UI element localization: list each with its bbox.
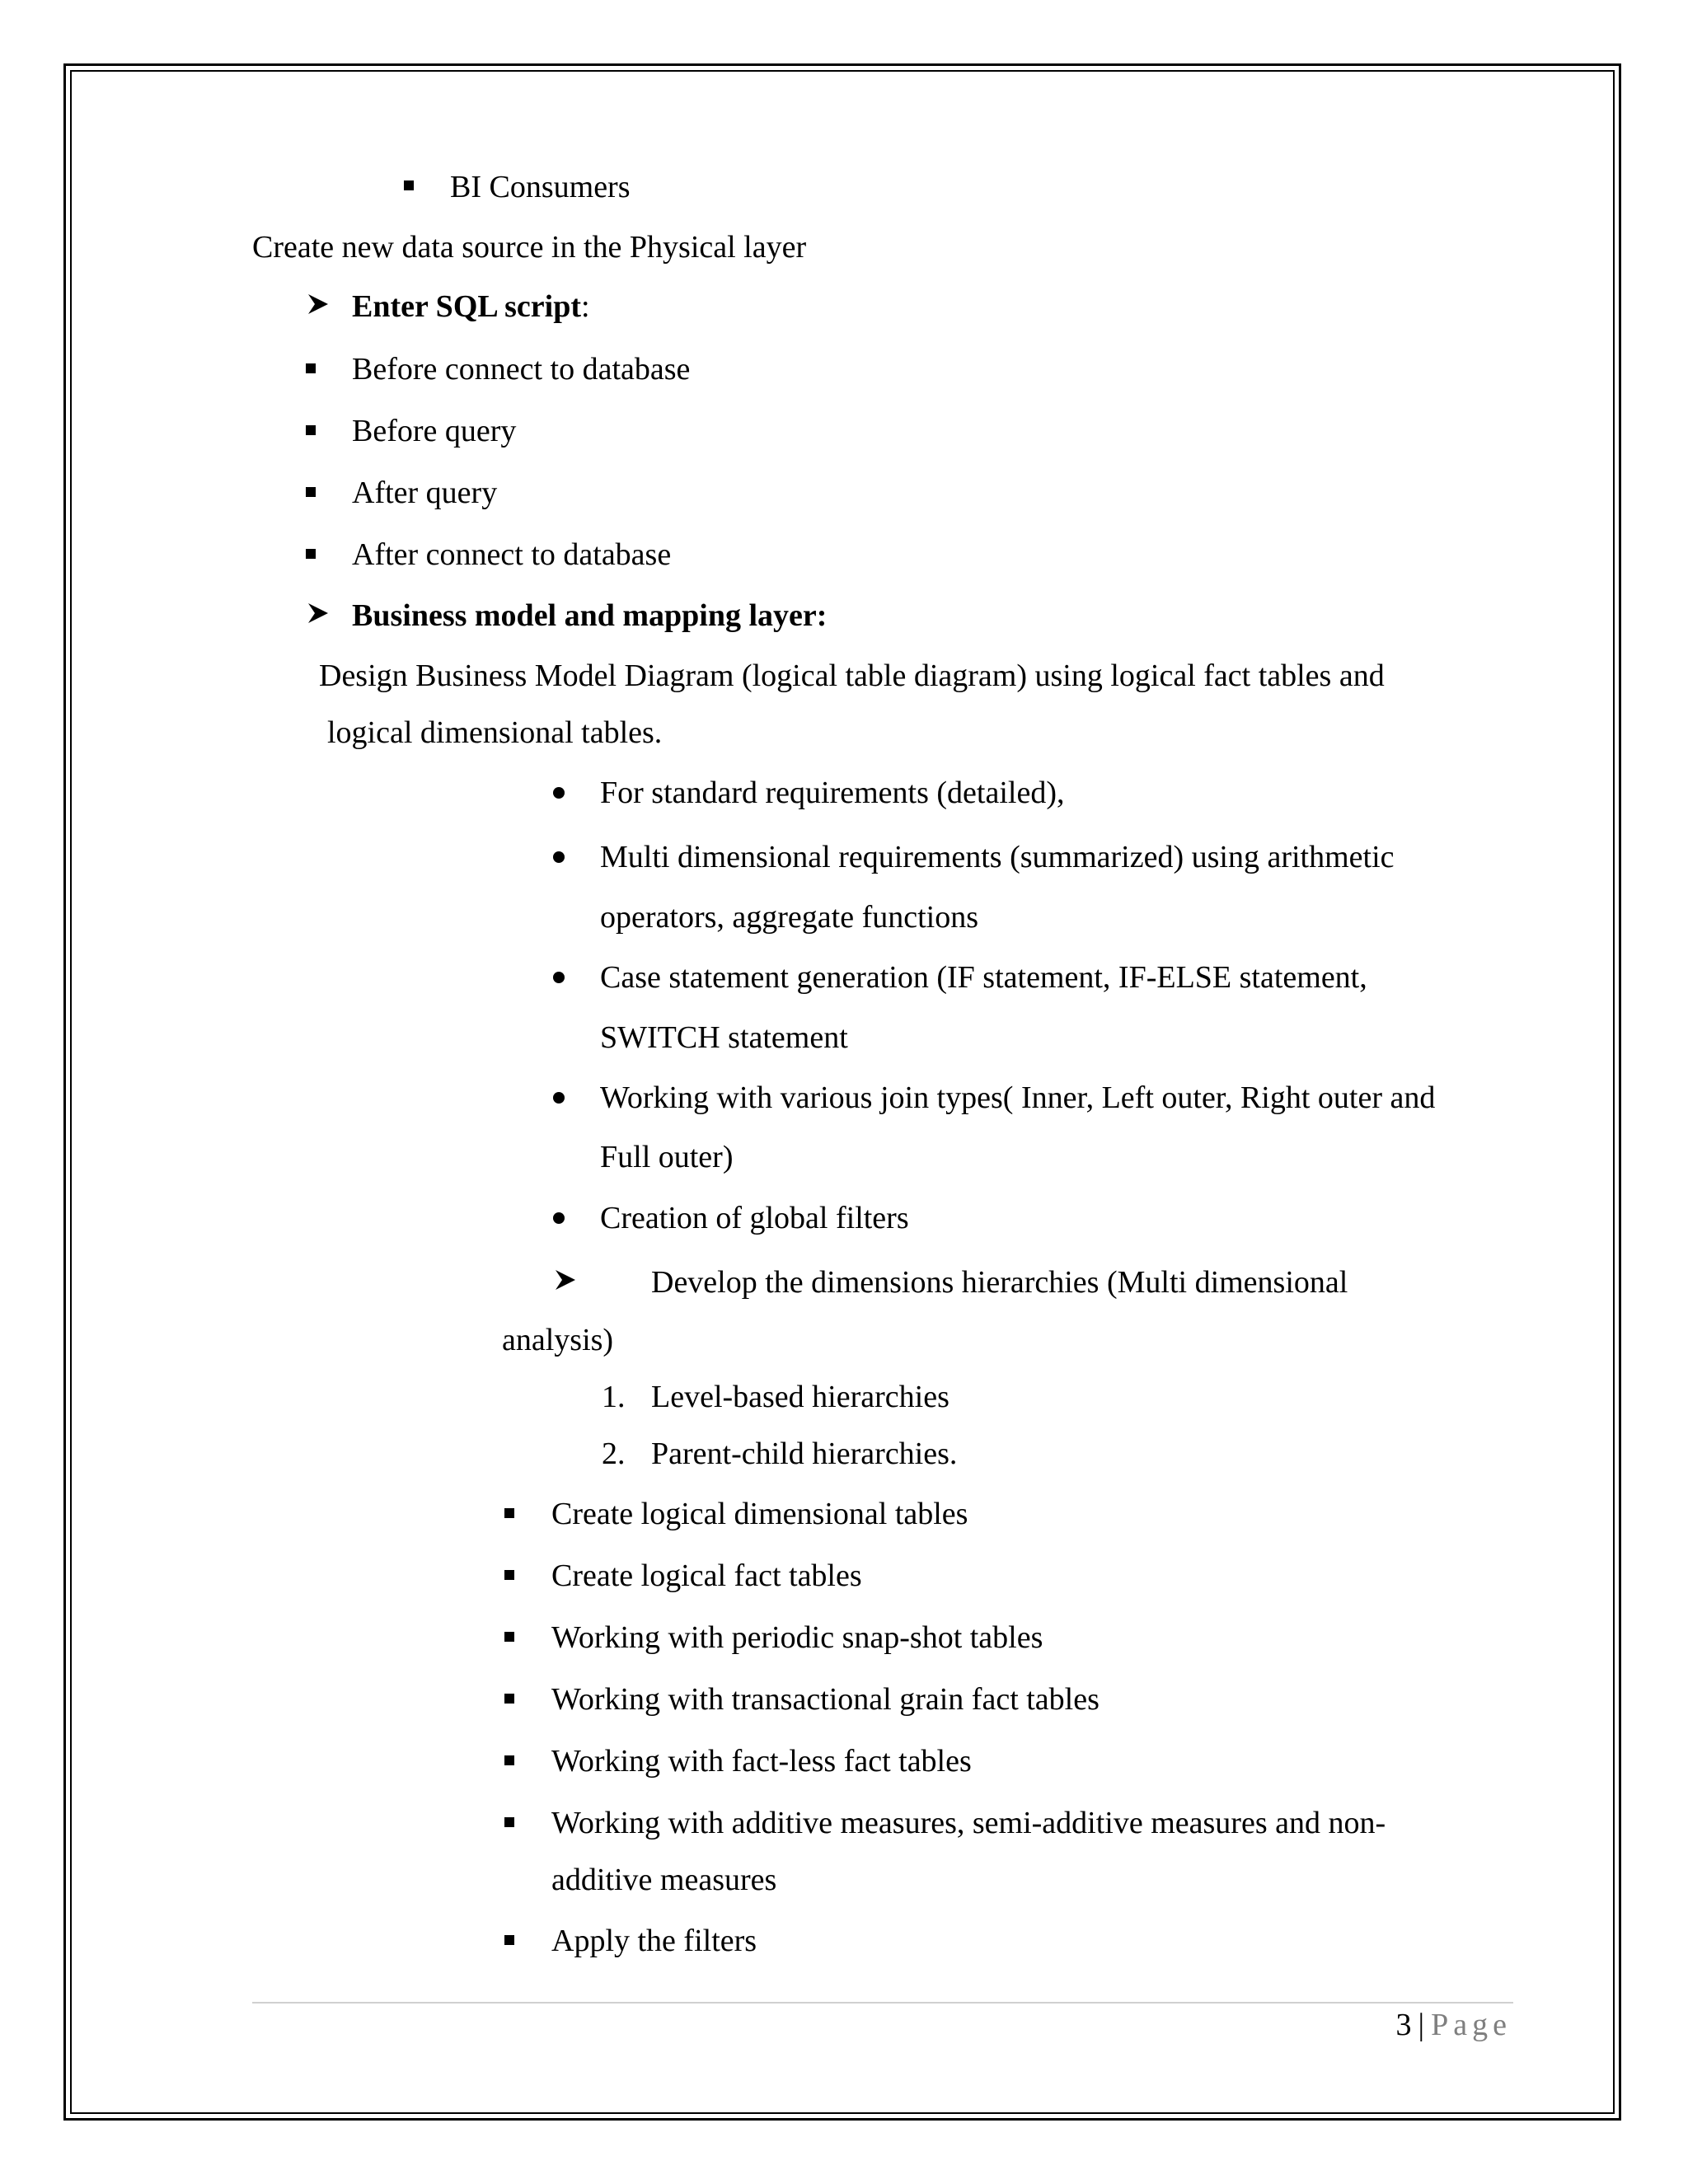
page-number: 3: [1395, 2008, 1412, 2042]
footer-rule: [252, 2002, 1513, 2004]
hierarchy-type-2: Parent-child hierarchies.: [651, 1436, 958, 1471]
table-item-5: Working with fact-less fact tables: [551, 1744, 972, 1779]
apply-filters-item: Apply the filters: [551, 1924, 757, 1958]
requirement-2-line-1: Multi dimensional requirements (summarized) using arithmetic: [600, 840, 1395, 874]
sql-item-3: After query: [352, 476, 498, 510]
hierarchies-line-2: analysis): [502, 1323, 614, 1357]
requirement-4-line-2: Full outer): [600, 1140, 734, 1174]
sql-item-1: Before connect to database: [352, 352, 691, 387]
requirement-2-line-2: operators, aggregate functions: [600, 900, 978, 935]
requirement-3-line-2: SWITCH statement: [600, 1020, 848, 1055]
square-bullet-icon: [504, 1935, 514, 1945]
square-bullet-icon: [306, 487, 316, 497]
hierarchies-line-1: Develop the dimensions hierarchies (Multi dimensional: [651, 1265, 1348, 1300]
requirement-4-line-1: Working with various join types( Inner, Left outer, Right outer and: [600, 1080, 1436, 1115]
square-bullet-icon: [504, 1817, 514, 1827]
arrow-bullet-icon: [307, 293, 330, 316]
square-bullet-icon: [504, 1570, 514, 1580]
square-bullet-icon: [504, 1694, 514, 1704]
round-bullet-icon: [553, 1212, 565, 1224]
square-bullet-icon: [306, 425, 316, 435]
requirement-3-line-1: Case statement generation (IF statement, IF-ELSE statement,: [600, 960, 1367, 995]
square-bullet-icon: [306, 363, 316, 373]
table-item-2: Create logical fact tables: [551, 1558, 862, 1593]
hierarchy-number-2: 2.: [602, 1436, 626, 1471]
arrow-bullet-icon: [307, 602, 330, 625]
measures-line-2: additive measures: [551, 1863, 777, 1897]
round-bullet-icon: [553, 851, 565, 863]
square-bullet-icon: [504, 1755, 514, 1765]
arrow-bullet-icon: [554, 1268, 577, 1291]
footer-separator: |: [1418, 2008, 1425, 2042]
sql-item-2: Before query: [352, 414, 517, 448]
round-bullet-icon: [553, 972, 565, 983]
enter-sql-script-heading: [352, 288, 590, 325]
page-footer: [1396, 2004, 1512, 2046]
requirement-1: For standard requirements (detailed),: [600, 776, 1065, 810]
page-word: Page: [1431, 2008, 1512, 2042]
design-paragraph-line-2: logical dimensional tables.: [327, 715, 663, 750]
table-item-1: Create logical dimensional tables: [551, 1497, 968, 1531]
bi-consumers-text: BI Consumers: [450, 170, 631, 204]
measures-line-1: Working with additive measures, semi-additive measures and non-: [551, 1806, 1386, 1840]
enter-sql-script-label: Enter SQL script: [352, 289, 581, 324]
square-bullet-icon: [306, 549, 316, 559]
hierarchy-number-1: 1.: [602, 1380, 626, 1414]
sql-item-4: After connect to database: [352, 537, 672, 572]
table-item-4: Working with transactional grain fact tables: [551, 1682, 1100, 1717]
round-bullet-icon: [553, 787, 565, 799]
hierarchy-type-1: Level-based hierarchies: [651, 1380, 950, 1414]
square-bullet-icon: [404, 180, 414, 190]
requirement-5: Creation of global filters: [600, 1201, 909, 1235]
table-item-3: Working with periodic snap-shot tables: [551, 1620, 1043, 1655]
design-paragraph-line-1: Design Business Model Diagram (logical table diagram) using logical fact tables and: [319, 658, 1385, 693]
enter-sql-script-colon: :: [581, 289, 590, 324]
round-bullet-icon: [553, 1092, 565, 1104]
square-bullet-icon: [504, 1632, 514, 1642]
square-bullet-icon: [504, 1508, 514, 1518]
business-model-heading: Business model and mapping layer:: [352, 598, 828, 633]
create-data-source-text: Create new data source in the Physical layer: [252, 230, 807, 265]
